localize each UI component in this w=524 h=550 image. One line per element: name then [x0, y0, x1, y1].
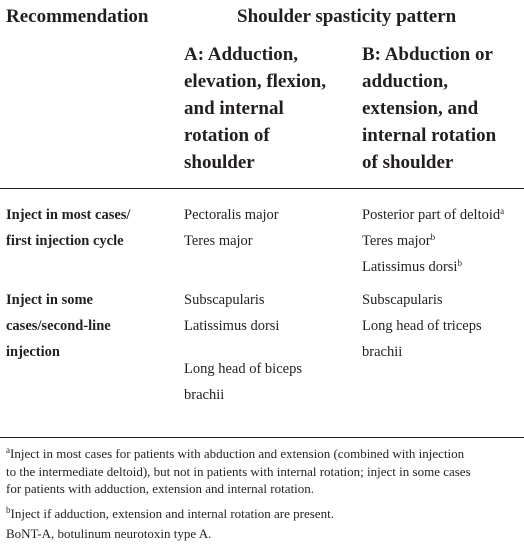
table-bottom-divider: [0, 437, 524, 438]
muscle-item: Teres major: [184, 233, 253, 249]
header-divider: [0, 188, 524, 189]
header-col-b-line: of shoulder: [362, 152, 454, 173]
header-shoulder-spasticity-pattern: Shoulder spasticity pattern: [237, 6, 457, 27]
footnote-marker: a: [6, 445, 10, 455]
header-col-a-line: rotation of: [184, 125, 270, 146]
footnote-a-line: Inject in most cases for patients with abduction and extension (combined with injection: [10, 446, 465, 461]
footnote-marker: b: [6, 505, 11, 515]
row1-label-line: first injection cycle: [6, 233, 124, 249]
footnote-marker: b: [430, 232, 436, 242]
header-col-b-line: B: Abduction or: [362, 44, 493, 65]
footnote-b-text: Inject if adduction, extension and internal rotation are present.: [10, 506, 334, 521]
muscle-item: brachii: [184, 387, 225, 403]
header-col-a-line: shoulder: [184, 152, 255, 173]
spacer: [184, 339, 302, 356]
header-col-b-line: extension, and: [362, 98, 479, 119]
row1-col-b: [362, 202, 504, 280]
footnote-marker: b: [457, 258, 462, 268]
abbreviation-note: BoNT-A, botulinum neurotoxin type A.: [6, 526, 212, 541]
muscle-item: Long head of biceps: [184, 361, 302, 377]
row1-label-line: Inject in most cases/: [6, 207, 131, 223]
row1-col-a: [184, 202, 279, 254]
muscle-item: Subscapularis: [184, 292, 265, 308]
muscle-item: Teres major$^b$: [362, 232, 436, 249]
header-col-b-line: adduction,: [362, 71, 449, 92]
muscle-item: Latissimus dorsi$^b$: [362, 258, 462, 275]
footnote-a-line: for patients with adduction, extension and internal rotation.: [6, 481, 314, 496]
header-col-b-line: internal rotation: [362, 125, 497, 146]
muscle-item: Latissimus dorsi: [184, 318, 280, 334]
muscle-item: Pectoralis major: [184, 207, 279, 223]
row2-col-b: [362, 287, 482, 365]
header-col-b: [362, 41, 496, 176]
row2-label: [6, 287, 111, 365]
footnote-a-line: to the intermediate deltoid), but not in patients with internal rotation; inject in some cases: [6, 463, 471, 479]
footnote-a: [6, 445, 471, 498]
footnote-b: [6, 505, 334, 523]
header-col-a: [184, 41, 326, 176]
row2-label-line: cases/second-line: [6, 318, 111, 334]
header-col-a-line: and internal: [184, 98, 284, 119]
row1-label: [6, 202, 130, 254]
muscle-item: Posterior part of deltoid$^a$: [362, 206, 505, 223]
muscle-item: Subscapularis: [362, 292, 443, 308]
muscle-item: brachii: [362, 344, 403, 360]
header-col-a-line: A: Adduction,: [184, 44, 299, 65]
row2-label-line: injection: [6, 344, 60, 360]
muscle-item: Long head of triceps: [362, 318, 482, 334]
header-recommendation: Recommendation: [6, 6, 149, 27]
footnote-marker: a: [500, 206, 505, 216]
row2-col-a: [184, 287, 302, 408]
row2-label-line: Inject in some: [6, 292, 93, 308]
header-col-a-line: elevation, flexion,: [184, 71, 326, 92]
